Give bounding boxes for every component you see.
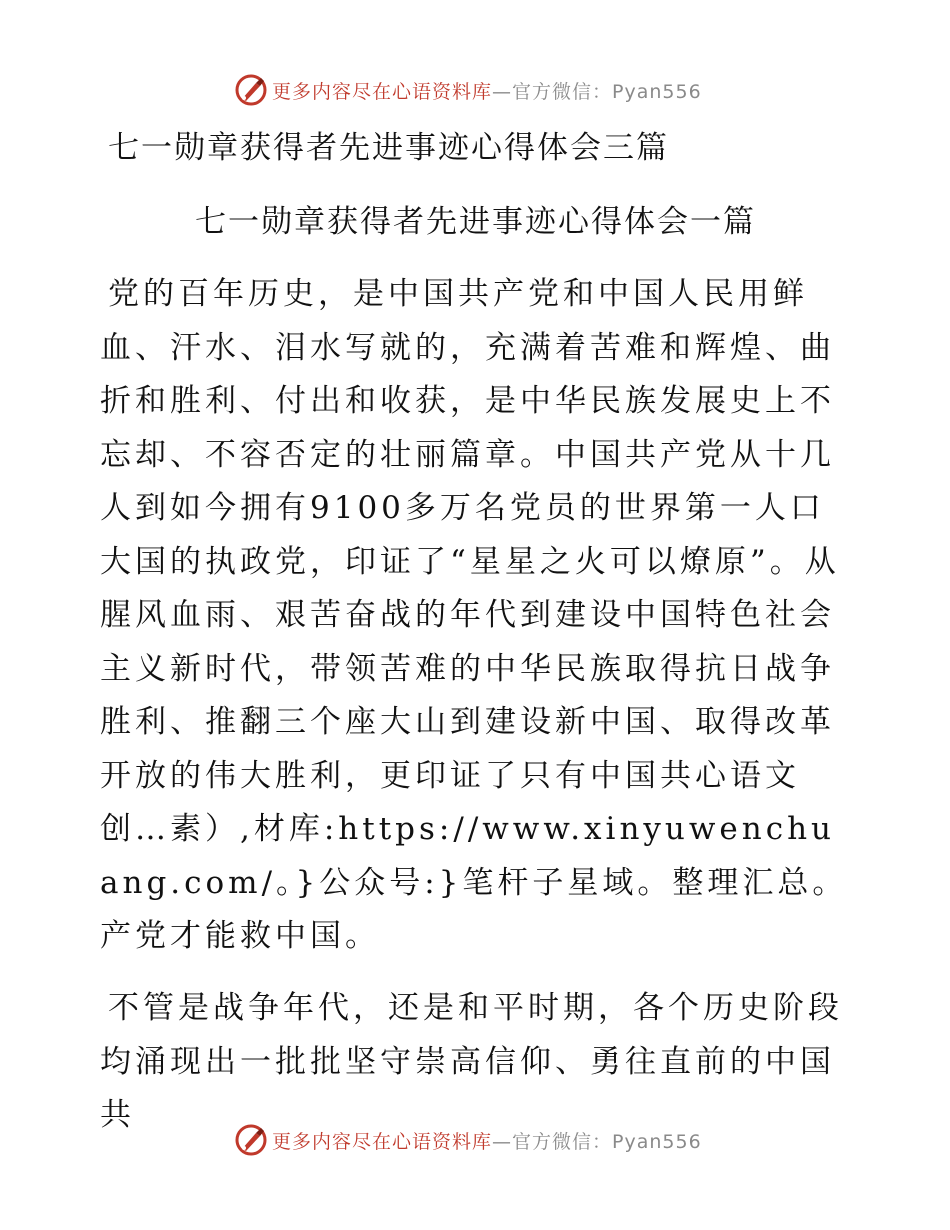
header-brand-text: 更多内容尽在心语资料库 [272,80,493,103]
footer-brand-text: 更多内容尽在心语资料库 [272,1130,493,1153]
header-banner [234,72,702,108]
section-title: 七一勋章获得者先进事迹心得体会一篇 [195,204,756,240]
body-paragraph-2: 不管是战争年代，还是和平时期，各个历史阶段均涌现出一批批坚守崇高信仰、勇往直前的中国共 [100,990,843,1133]
header-contact-text: —官方微信：Pyan556 [492,80,702,103]
pen-logo-icon [234,73,268,107]
footer-contact-text: —官方微信：Pyan556 [492,1130,702,1153]
footer-banner [234,1122,702,1158]
pen-logo-icon [234,1123,268,1157]
body-paragraph-1: 党的百年历史，是中国共产党和中国人民用鲜血、汗水、泪水写就的，充满着苦难和辉煌、曲折和胜利、付出和收获，是中华民族发展史上不忘却、不容否定的壮丽篇章。中国共产党从十几人到如今拥有9100多万名党员的世界第一人口大国的执政党，印证了“星星之火可以燎原”。从腥风血雨、艰苦奋战的年代到建设中国特色社会主义新时代，带领苦难的中华民族取得抗日战争胜利、推翻三个座大山到建设新中国、取得改革开放的伟大胜利，更印证了只有中国共心语文创…素）,材库:https://www.xinyuwenchuang.com/。}公众号:}笔杆子星域。整理汇总。产党才能救中国。 [100,276,848,954]
document-title: 七一勋章获得者先进事迹心得体会三篇 [108,130,669,166]
